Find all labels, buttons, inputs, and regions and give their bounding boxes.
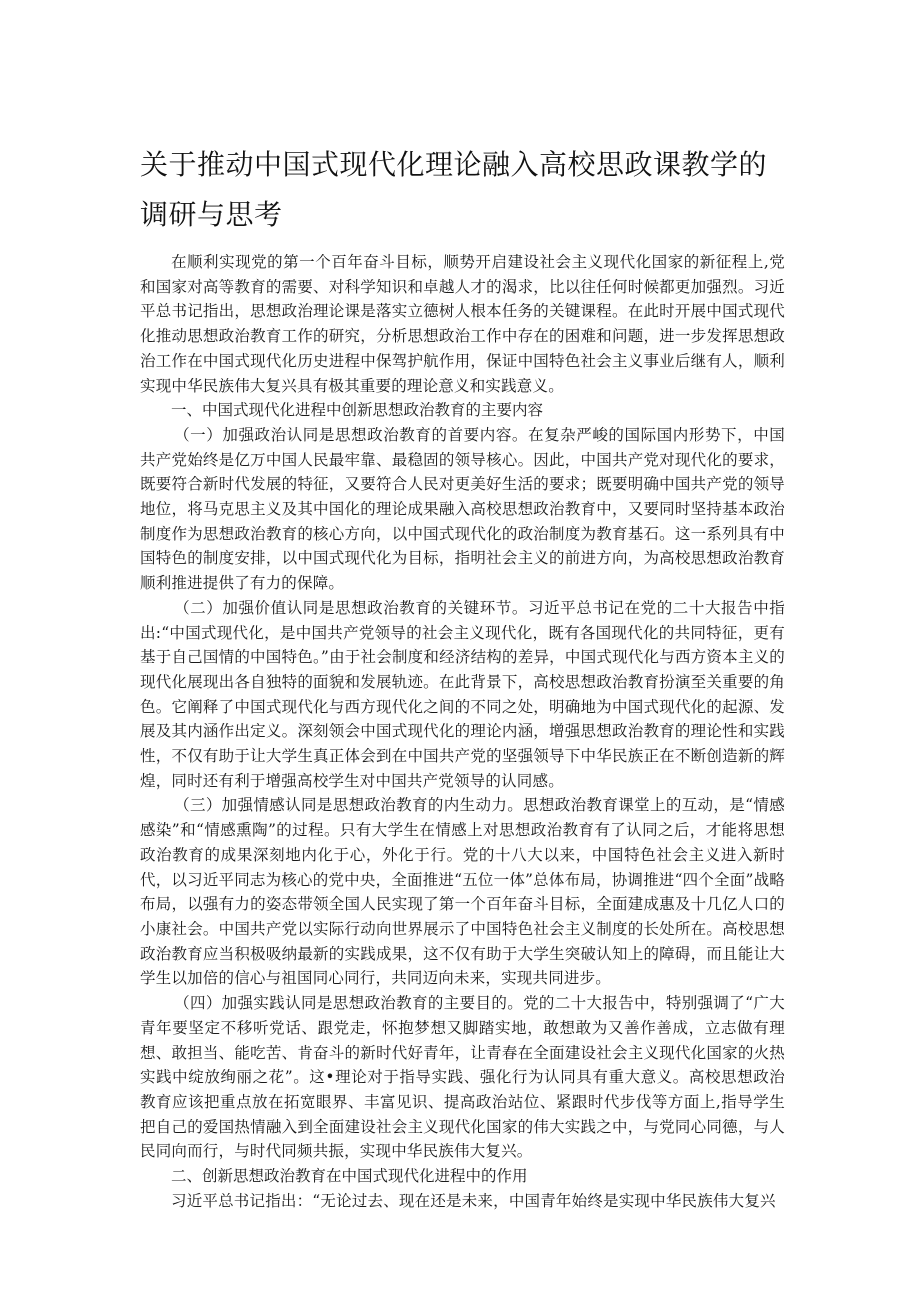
title-line-1: 关于推动中国式现代化理论融入高校思政课教学的 [140,148,768,181]
paragraph-practice-identity: （四）加强实践认同是思想政治教育的主要目的。党的二十大报告中，特别强调了“广大青年要坚定不移听党话、跟党走，怀抱梦想又脚踏实地，敢想敢为又善作善成，立志做有理想、敢担当、能吃苦、肯奋斗的新时代好青年，让青春在全面建设社会主义现代化国家的火热实践中绽放绚丽之花”。这•理论对于指导实践、强化行为认同具有重大意义。高校思想政治教育应该把重点放在拓宽眼界、丰富见识、提高政治站位、紧跟时代步伐等方面上,指导学生把自己的爱国热情融入到全面建设社会主义现代化国家的伟大实践之中，与党同心同德，与人民同向而行，与时代同频共振，实现中华民族伟大复兴。 [140,994,785,1161]
intro-paragraph: 在顺利实现党的第一个百年奋斗目标，顺势开启建设社会主义现代化国家的新征程上,党和国家对高等教育的需要、对科学知识和卓越人才的渴求，比以往任何时候都更加强烈。习近平总书记指出，思想政治理论课是落实立德树人根本任务的关键课程。在此时开展中国式现代化推动思想政治教育工作的研究，分析思想政治工作中存在的困难和问题，进一步发挥思想政治工作在中国式现代化历史进程中保驾护航作用，保证中国特色社会主义事业后继有人，顺利实现中华民族伟大复兴具有极其重要的理论意义和实践意义。 [140,253,785,395]
paragraph-political-identity: （一）加强政治认同是思想政治教育的首要内容。在复杂严峻的国际国内形势下，中国共产党始终是亿万中国人民最牢靠、最稳固的领导核心。因此，中国共产党对现代化的要求，既要符合新时代发展的特征，又要符合人民对更美好生活的要求；既要明确中国共产党的领导地位，将马克思主义及其中国化的理论成果融入高校思想政治教育中，又要同时坚持基本政治制度作为思想政治教育的核心方向，以中国式现代化的政治制度为教育基石。这一系列具有中国特色的制度安排，以中国式现代化为目标，指明社会主义的前进方向，为高校思想政治教育顺利推进提供了有力的保障。 [140,425,785,593]
section-heading-2: 二、创新思想政治教育在中国式现代化进程中的作用 [171,1167,528,1186]
paragraph-emotional-identity: （三）加强情感认同是思想政治教育的内生动力。思想政治教育课堂上的互动，是“情感感染”和“情感熏陶”的过程。只有大学生在情感上对思想政治教育有了认同之后，才能将思想政治教育的成果深刻地内化于心，外化于行。党的十八大以来，中国特色社会主义进入新时代，以习近平同志为核心的党中央，全面推进“五位一体”总体布局，协调推进“四个全面”战略布局，以强有力的姿态带领全国人民实现了第一个百年奋斗目标，全面建成惠及十几亿人口的小康社会。中国共产党以实际行动向世界展示了中国特色社会主义制度的长处所在。高校思想政治教育应当积极吸纳最新的实践成果，这不仅有助于大学生突破认知上的障碍，而且能让大学生以加倍的信心与祖国同心同行，共同迈向未来，实现共同进步。 [140,796,785,988]
document-title [140,140,785,240]
paragraph-quote: 习近平总书记指出：“无论过去、现在还是未来，中国青年始终是实现中华民族伟大复兴 [171,1191,776,1210]
paragraph-value-identity: （二）加强价值认同是思想政治教育的关键环节。习近平总书记在党的二十大报告中指出:“中国式现代化，是中国共产党领导的社会主义现代化，既有各国现代化的共同特征，更有基于自己国情的中国特色。”由于社会制度和经济结构的差异，中国式现代化与西方资本主义的现代化展现出各自独特的面貌和发展轨迹。在此背景下，高校思想政治教育扮演至关重要的角色。它阐释了中国式现代化与西方现代化之间的不同之处，明确地为中国式现代化的起源、发展及其内涵作出定义。深刻领会中国式现代化的理论内涵，增强思想政治教育的理论性和实践性，不仅有助于让大学生真正体会到在中国共产党的坚强领导下中华民族正在不断创造新的辉煌，同时还有利于增强高校学生对中国共产党领导的认同感。 [140,598,785,790]
document-page [140,140,785,1213]
title-line-2: 调研与思考 [140,198,283,231]
section-heading-1: 一、中国式现代化进程中创新思想政治教育的主要内容 [171,401,544,420]
